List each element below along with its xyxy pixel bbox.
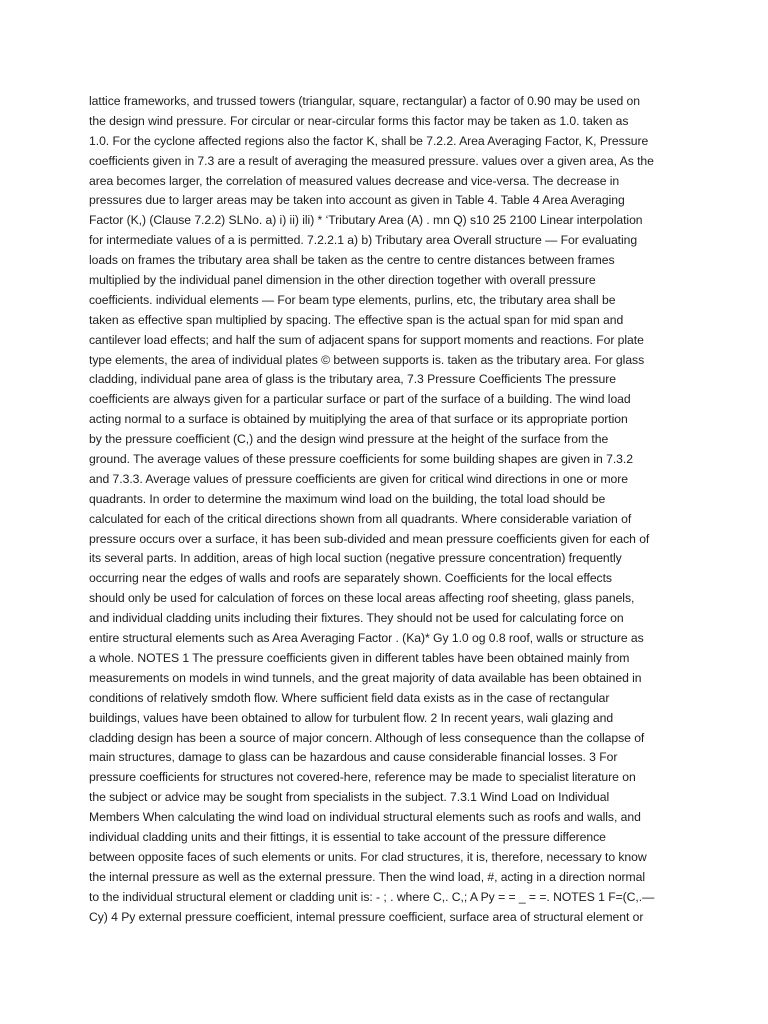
text-line: and 7.3.3. Average values of pressure coefficients are given for critical wind directions in one or more [89,471,629,486]
text-line: lattice frameworks, and trussed towers (triangular, square, rectangular) a factor of 0.90 may be used on [89,94,640,108]
text-line: and individual cladding units including their fixtures. They should not be used for calculating force on [89,611,624,626]
text-line: calculated for each of the critical directions shown from all quadrants. Where considerable variation of [89,511,632,526]
body-text [89,92,689,927]
text-line: cladding, individual pane area of glass is the tributary area, 7.3 Pressure Coefficients The pressure [89,372,616,387]
text-line: buildings, values have been obtained to allow for turbulent flow. 2 In recent years, wali glazing and [89,710,614,725]
text-line: Factor (K,) (Clause 7.2.2) SLNo. a) i) ii) ili) * ‘Tributary Area (A) . mn Q) s10 25 2100 Linear interpolation [89,213,643,228]
text-line: coefficients are always given for a particular surface or part of the surface of a building. The wind load [89,392,631,407]
text-line: its several parts. In addition, areas of high local suction (negative pressure concentration) frequently [89,551,622,566]
text-line: coefficients given in 7.3 are a result of averaging the measured pressure. values over a given area, As the [89,153,654,168]
text-line: the internal pressure as well as the external pressure. Then the wind load, #, acting in a direction normal [89,869,646,884]
text-line: the subject or advice may be sought from specialists in the subject. 7.3.1 Wind Load on Individual [89,790,610,805]
text-line: area becomes larger, the correlation of measured values decrease and vice-versa. The decrease in [89,173,620,188]
text-line: cladding design has been a source of major concern. Although of less consequence than the collapse of [89,730,645,745]
text-line: conditions of relatively smdoth flow. Where sufficient field data exists as in the case of rectangular [89,690,610,705]
text-line: entire structural elements such as Area Averaging Factor . (Ka)* Gy 1.0 og 0.8 roof, walls or structure as [89,631,644,646]
text-line: pressures due to larger areas may be taken into account as given in Table 4. Table 4 Area Averaging [89,193,625,208]
text-line: 1.0. For the cyclone affected regions also the factor K, shall be 7.2.2. Area Averaging Factor, K, Pressure [89,133,649,148]
text-line: for intermediate values of a is permitted. 7.2.2.1 a) b) Tributary area Overall structure — For evaluating [89,233,638,248]
text-line: quadrants. In order to determine the maximum wind load on the building, the total load should be [89,491,606,506]
text-line: individual cladding units and their fittings, it is essential to take account of the pressure difference [89,829,606,844]
text-line: to the individual structural element or cladding unit is: - ; . where C,. C,; A Py = = _ = =. NOTES 1 F=(C,.— [89,889,655,904]
text-line: cantilever load effects; and half the sum of adjacent spans for support moments and reactions. For plate [89,332,644,347]
text-line: occurring near the edges of walls and roofs are separately shown. Coefficients for the local effects [89,571,612,586]
text-line: main structures, damage to glass can be hazardous and cause considerable financial losses. 3 For [89,750,618,765]
text-line: Cy) 4 Py external pressure coefficient, intemal pressure coefficient, surface area of structural element or [89,909,644,924]
text-line: type elements, the area of individual plates © between supports is. taken as the tributary area. For glass [89,352,645,367]
text-line: ground. The average values of these pressure coefficients for some building shapes are given in 7.3.2 [89,452,633,467]
text-line: by the pressure coefficient (C,) and the design wind pressure at the height of the surface from the [89,432,609,447]
text-line: pressure occurs over a surface, it has been sub-divided and mean pressure coefficients given for each of [89,531,650,546]
text-line: Members When calculating the wind load on individual structural elements such as roofs and walls, and [89,810,641,825]
text-line: multiplied by the individual panel dimension in the other direction together with overall pressure [89,273,596,288]
text-line: the design wind pressure. For circular or near-circular forms this factor may be taken as 1.0. taken as [89,113,629,128]
text-line: measurements on models in wind tunnels, and the great majority of data available has been obtained in [89,670,642,685]
text-line: a whole. NOTES 1 The pressure coefficients given in different tables have been obtained mainly from [89,650,630,665]
text-line: coefficients. individual elements — For beam type elements, purlins, etc, the tributary area shall be [89,292,616,307]
text-line: between opposite faces of such elements or units. For clad structures, it is, therefore, necessary to know [89,849,647,864]
text-line: acting normal to a surface is obtained by muitiplying the area of that surface or its appropriate portion [89,412,628,427]
text-line: pressure coefficients for structures not covered-here, reference may be made to specialist literature on [89,770,636,785]
text-line: taken as effective span multiplied by spacing. The effective span is the actual span for mid span and [89,312,624,327]
text-line: loads on frames the tributary area shall be taken as the centre to centre distances between frames [89,253,615,268]
text-line: should only be used for calculation of forces on these local areas affecting roof sheeting, glass panels, [89,591,635,606]
